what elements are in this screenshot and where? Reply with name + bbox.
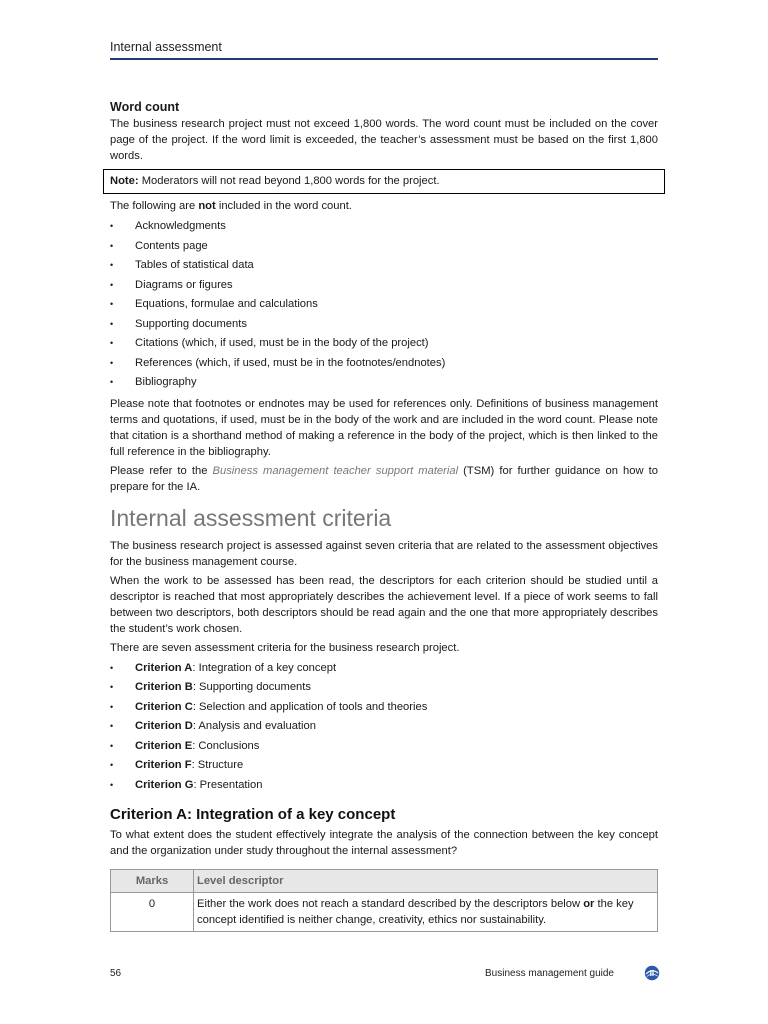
criterion-a-question: To what extent does the student effectively integrate the analysis of the connection between the key concept and the organization under study throughout the internal assessment?	[110, 829, 658, 857]
list-item: • Criterion C: Selection and application of tools and theories	[110, 700, 428, 713]
list-item: • Criterion G: Presentation	[110, 778, 263, 791]
level-descriptor-table	[110, 869, 658, 932]
list-item: • Equations, formulae and calculations	[110, 298, 318, 310]
criteria-list	[110, 659, 658, 796]
criteria-para-3: There are seven assessment criteria for the business research project.	[110, 641, 460, 654]
list-item: • Bibliography	[110, 376, 197, 388]
footnote-paragraph: Please note that footnotes or endnotes may be used for references only. Definitions of business management terms and quotations, if used, must be in the body of the work and are included in the word count. Please note that citation is a shorthand method of making a reference in the body of the project, which is then linked to the full reference in the bibliography.	[110, 397, 658, 458]
descriptor-header: Level descriptor	[194, 870, 658, 893]
list-item: • Criterion D: Analysis and evaluation	[110, 720, 316, 732]
list-item: • Acknowledgments	[110, 220, 226, 232]
list-item: • Diagrams or figures	[110, 278, 233, 291]
criteria-para-2: When the work to be assessed has been read, the descriptors for each criterion should be studied until a descriptor is reached that most appropriately describes the achievement level. If a piece of work seems to fall between two descriptors, both descriptors should be read again and the one that more appropriately describes the student’s work chosen.	[110, 574, 658, 635]
mark-cell: 0	[111, 893, 194, 932]
descriptor-cell: Either the work does not reach a standard described by the descriptors below or the key concept identified is neither change, creativity, ethics nor sustainability.	[194, 893, 658, 932]
table-header-row	[111, 870, 658, 893]
guide-title: Business management guide	[485, 968, 614, 979]
note-label: Note:	[110, 175, 139, 187]
not-included-intro: The following are not included in the word count.	[110, 200, 352, 212]
table-row	[111, 893, 658, 932]
excluded-list	[110, 217, 658, 393]
list-item: • Criterion F: Structure	[110, 759, 244, 771]
note-text: Moderators will not read beyond 1,800 words for the project.	[138, 175, 440, 187]
criteria-para-1: The business research project is assessed against seven criteria that are related to the assessment objectives for the business management course.	[110, 539, 658, 568]
page-number: 56	[110, 968, 122, 979]
list-item: • Criterion B: Supporting documents	[110, 681, 311, 693]
list-item: • Criterion E: Conclusions	[110, 739, 260, 752]
criterion-a-title: Criterion A: Integration of a key concept	[110, 806, 396, 823]
word-count-intro: The business research project must not exceed 1,800 words. The word count must be included on the cover page of the project. If the word limit is exceeded, the teacher’s assessment must be based on the first 1,800 words.	[110, 118, 658, 162]
document-page	[110, 0, 658, 1024]
ib-logo-icon	[644, 965, 660, 981]
list-item: • Supporting documents	[110, 317, 247, 330]
list-item: • Tables of statistical data	[110, 259, 254, 271]
marks-header: Marks	[111, 870, 194, 893]
list-item: • Contents page	[110, 239, 208, 252]
word-count-heading: Word count	[110, 100, 180, 114]
tsm-reference-paragraph: Please refer to the Business management teacher support material (TSM) for further guidance on how to prepare for the IA.	[110, 464, 658, 493]
tsm-link[interactable]: Business management teacher support material	[212, 464, 459, 477]
list-item: • Criterion A: Integration of a key concept	[110, 661, 337, 674]
section-title: Internal assessment criteria	[110, 504, 392, 531]
list-item: • References (which, if used, must be in the footnotes/endnotes)	[110, 356, 446, 369]
note-box	[103, 169, 665, 194]
running-header: Internal assessment	[110, 40, 658, 60]
page-content	[110, 98, 658, 932]
list-item: • Citations (which, if used, must be in the body of the project)	[110, 337, 429, 349]
